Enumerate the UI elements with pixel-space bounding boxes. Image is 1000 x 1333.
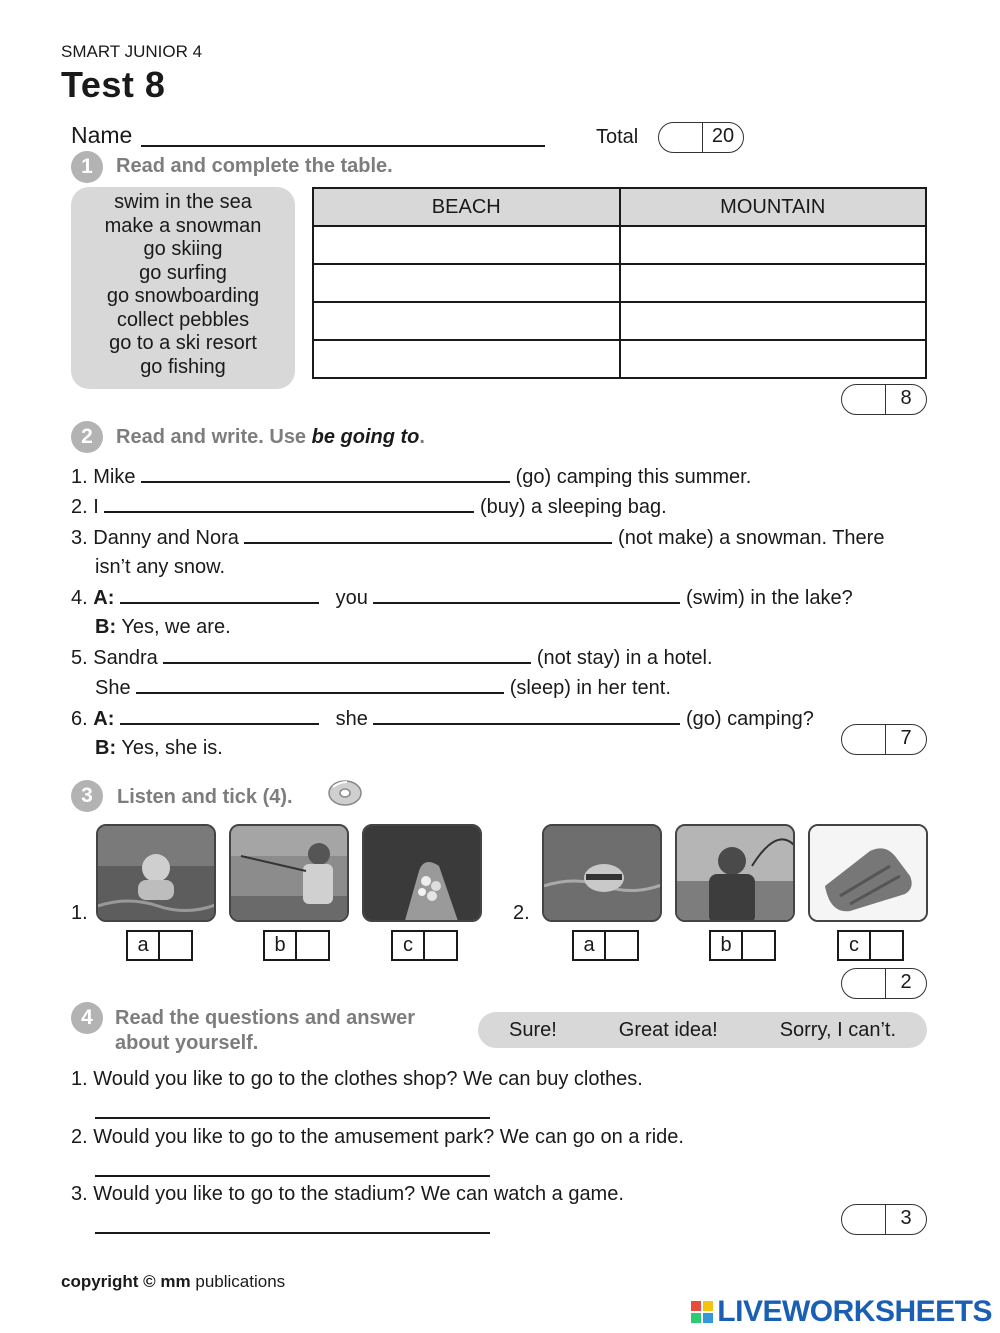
exercise-item-2: 2. I (buy) a sleeping bag. [71, 496, 667, 518]
section-2-score-box[interactable] [841, 724, 927, 755]
answer-options-bar [478, 1012, 927, 1048]
table-cell[interactable] [620, 340, 927, 378]
word-item: collect pebbles [116, 308, 250, 331]
table-cell[interactable] [313, 340, 620, 378]
picture-swimming-sea [96, 824, 216, 922]
question-3: 3. Would you like to go to the stadium? We can watch a game. [71, 1183, 624, 1205]
exercise-item-5: 5. Sandra (not stay) in a hotel. [71, 647, 713, 669]
section-1-badge: 1 [71, 151, 103, 183]
page-title: Test 8 [61, 64, 166, 105]
logo-icon [691, 1301, 713, 1323]
option-sorry: Sorry, I can’t. [779, 1018, 897, 1041]
answer-line-3[interactable] [95, 1232, 490, 1234]
series-label: SMART JUNIOR 4 [61, 42, 203, 61]
word-item: go snowboarding [106, 285, 260, 307]
table-cell[interactable] [620, 264, 927, 302]
copyright: copyright © mm publications [61, 1272, 286, 1291]
total-max: 20 [711, 125, 735, 147]
section-3-instruction: Listen and tick (4). [117, 786, 293, 808]
column-header-beach: BEACH [313, 188, 620, 226]
answer-line-2[interactable] [95, 1175, 490, 1177]
picture-swimming-goggles [542, 824, 662, 922]
group-1-label: 1. [71, 902, 88, 924]
exercise-item-5-cont: She (sleep) in her tent. [95, 677, 671, 699]
answer-blank[interactable] [373, 707, 680, 725]
section-1-score: 8 [900, 387, 912, 409]
picture-boy-fishing [229, 824, 349, 922]
answer-blank[interactable] [120, 586, 319, 604]
word-item: go fishing [140, 355, 226, 378]
question-2: 2. Would you like to go to the amusement park? We can go on a ride. [71, 1126, 684, 1148]
table-cell[interactable] [620, 302, 927, 340]
answer-blank[interactable] [120, 707, 319, 725]
section-1-instruction: Read and complete the table. [116, 155, 393, 177]
section-3-score: 2 [900, 971, 912, 993]
tick-box-2c[interactable]: c [837, 930, 904, 961]
table-cell[interactable] [620, 226, 927, 264]
word-item: make a snowman [104, 214, 262, 237]
picture-pebbles-in-hand [362, 824, 482, 922]
group-2-label: 2. [513, 902, 530, 924]
tick-box-1c[interactable]: c [391, 930, 458, 961]
section-2-score: 7 [900, 727, 912, 749]
column-header-mountain: MOUNTAIN [620, 188, 927, 226]
exercise-item-6: 6. A: she (go) camping? [71, 708, 814, 730]
picture-boy-with-rod [675, 824, 795, 922]
total-score-box[interactable] [658, 122, 744, 153]
word-box [71, 187, 295, 389]
word-item: swim in the sea [114, 191, 252, 213]
name-field[interactable] [141, 145, 545, 147]
section-2-instruction: Read and write. Use be going to. [116, 426, 425, 448]
tick-box-2b[interactable]: b [709, 930, 776, 961]
word-item: go skiing [143, 238, 223, 260]
table-cell[interactable] [313, 302, 620, 340]
exercise-item-1: 1. Mike (go) camping this summer. [71, 466, 752, 488]
tick-box-1b[interactable]: b [263, 930, 330, 961]
name-label: Name [71, 122, 133, 148]
word-item: go surfing [139, 261, 227, 284]
word-item: go to a ski resort [109, 332, 257, 354]
beach-mountain-table [312, 187, 927, 379]
option-sure: Sure! [508, 1018, 557, 1041]
tick-box-2a[interactable]: a [572, 930, 639, 961]
answer-blank[interactable] [373, 586, 680, 604]
exercise-item-6-reply: B: Yes, she is. [95, 737, 223, 759]
exercise-item-4: 4. A: you (swim) in the lake? [71, 587, 853, 609]
exercise-item-3-cont: isn’t any snow. [95, 556, 226, 578]
section-3-badge: 3 [71, 780, 103, 812]
exercise-item-4-reply: B: Yes, we are. [95, 616, 231, 638]
answer-blank[interactable] [141, 465, 510, 483]
liveworksheets-logo: LIVEWORKSHEETS [691, 1295, 992, 1329]
answer-blank[interactable] [104, 495, 474, 513]
question-1: 1. Would you like to go to the clothes shop? We can buy clothes. [71, 1068, 643, 1090]
table-cell[interactable] [313, 264, 620, 302]
answer-blank[interactable] [136, 676, 504, 694]
section-4-instruction: Read the questions and answer about yourself. [115, 1007, 416, 1054]
picture-sleeping-bag [808, 824, 928, 922]
answer-blank[interactable] [163, 646, 531, 664]
audio-cd-icon[interactable] [325, 778, 363, 808]
section-2-badge: 2 [71, 421, 103, 453]
section-3-score-box[interactable] [841, 968, 927, 999]
table-cell[interactable] [313, 226, 620, 264]
exercise-item-3: 3. Danny and Nora (not make) a snowman. There [71, 527, 885, 549]
total-label: Total [596, 126, 639, 148]
tick-box-1a[interactable]: a [126, 930, 193, 961]
option-great-idea: Great idea! [618, 1018, 718, 1041]
answer-blank[interactable] [244, 526, 612, 544]
section-4-score-box[interactable] [841, 1204, 927, 1235]
answer-line-1[interactable] [95, 1117, 490, 1119]
section-1-score-box[interactable] [841, 384, 927, 415]
section-4-score: 3 [900, 1207, 912, 1229]
section-4-badge: 4 [71, 1002, 103, 1034]
